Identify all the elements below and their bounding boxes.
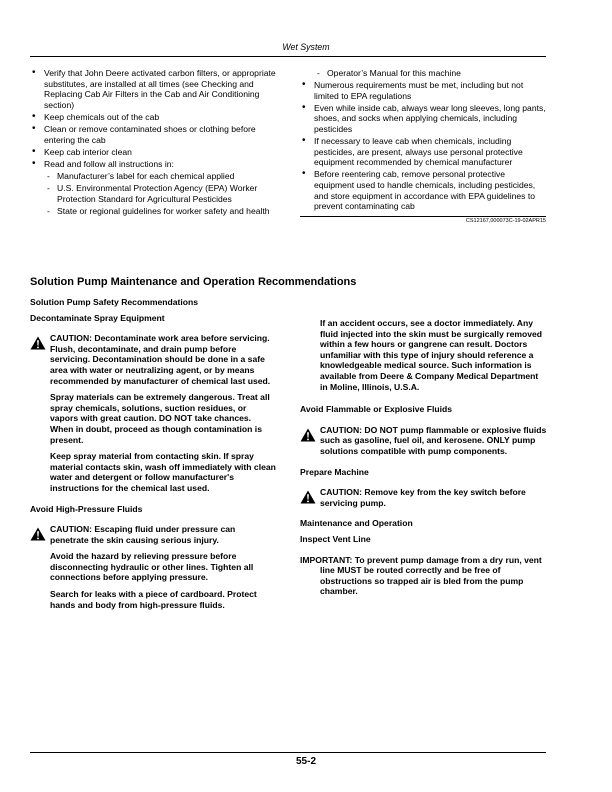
- footer-divider: [30, 752, 546, 753]
- top-right-column: [300, 68, 546, 225]
- list-item: • If necessary to leave cab when chemicals, including pesticides, are present, always use personal protective equipment recommended by chemical manufacturer: [300, 136, 546, 168]
- subsection-heading: Prepare Machine: [300, 466, 369, 477]
- caution-text: Keep spray material from contacting skin. If spray material contacts skin, wash off immediately with clean water and detergent or follow manufacturer's instructions for the chemical last used.: [50, 451, 276, 493]
- list-item: • Keep cab interior clean: [30, 147, 282, 158]
- subsection-heading: Avoid High-Pressure Fluids: [30, 503, 143, 514]
- warning-icon: [30, 336, 46, 350]
- warning-icon: [30, 527, 46, 541]
- list-item: • Keep chemicals out of the cab: [30, 112, 282, 123]
- list-item: • Numerous requirements must be met, including but not limited to EPA regulations: [300, 80, 546, 101]
- caution-block: [300, 425, 548, 457]
- top-left-column: [30, 68, 282, 218]
- dash-item: - U.S. Environmental Protection Agency (EPA) Worker Protection Standard for Agricultural Pesticides: [30, 183, 282, 204]
- page-number: 55-2: [295, 756, 316, 767]
- dash-item: - State or regional guidelines for worker safety and health: [30, 206, 282, 217]
- caution-block: [30, 524, 276, 610]
- caution-block: [300, 487, 548, 508]
- accident-paragraph: If an accident occurs, see a doctor immediately. Any fluid injected into the skin must be surgically removed within a few hours or gangrene can result. Doctors unfamiliar with this type of injury should reference a knowledgeable medical source. Such information is available from Deere & Company Medical Department in Moline, Illinois, U.S.A.: [320, 318, 543, 392]
- caution-text: CAUTION: DO NOT pump flammable or explosive fluids such as gasoline, fuel oil, and kerosene. ONLY pump solutions compatible with pump components.: [320, 424, 547, 456]
- list-item: • Before reentering cab, remove personal protective equipment used to handle chemicals, including pesticides, and store equipment in accordance with EPA guidelines to prevent contaminating cab: [300, 169, 546, 211]
- caution-text: CAUTION: Remove key from the key switch before servicing pump.: [320, 487, 526, 508]
- list-item: • Clean or remove contaminated shoes or clothing before entering the cab: [30, 124, 282, 145]
- caution-text: CAUTION: Decontaminate work area before servicing. Flush, decontaminate, and drain pump before servicing. Decontamination should be done in a safe area with water or neutralizing agent, or by means recommended by manufacturer of chemical last used.: [50, 333, 271, 386]
- caution-text: Search for leaks with a piece of cardboard. Protect hands and body from high-pressure fluids.: [50, 589, 257, 610]
- caution-text: CAUTION: Escaping fluid under pressure can penetrate the skin causing serious injury.: [50, 524, 236, 545]
- page-header-title: Wet System: [282, 42, 330, 52]
- list-item: [30, 159, 282, 170]
- lower-left-column: [30, 297, 276, 616]
- warning-icon: [300, 490, 316, 504]
- list-item-text: Read and follow all instructions in:: [44, 158, 174, 169]
- lower-right-column: [300, 318, 548, 597]
- subsection-heading: Inspect Vent Line: [300, 533, 371, 544]
- subsection-heading: Solution Pump Safety Recommendations: [30, 297, 199, 307]
- caution-text: Spray materials can be extremely dangerous. Treat all spray chemicals, solutions, suction residues, or vapors with great caution. DO NOT take chances. When in doubt, proceed as though contamination is present.: [50, 392, 270, 445]
- list-item: • Verify that John Deere activated carbon filters, or appropriate substitutes, are installed at all times (see Checking and Replacing Cab Air Filters in the Cab and Air Conditioning section): [30, 68, 282, 110]
- list-item: • Even while inside cab, always wear long sleeves, long pants, shoes, and socks when applying chemicals, including pesticides: [300, 103, 546, 135]
- subsection-heading: Decontaminate Spray Equipment: [30, 312, 165, 323]
- dash-item: - Operator’s Manual for this machine: [300, 68, 546, 79]
- important-note: IMPORTANT: To prevent pump damage from a dry run, vent line MUST be routed correctly and be free of obstructions so trapped air is bled from the pump chamber.: [300, 554, 542, 597]
- caution-text: Avoid the hazard by relieving pressure before disconnecting hydraulic or other lines. Tighten all connections before applying pressure.: [50, 551, 254, 583]
- header-divider: [30, 56, 546, 57]
- section-title: Solution Pump Maintenance and Operation Recommendations: [30, 276, 357, 288]
- subsection-heading: Avoid Flammable or Explosive Fluids: [300, 404, 453, 415]
- reference-code: CS12167,000073C-19-02APR15: [465, 217, 546, 224]
- warning-icon: [300, 428, 316, 442]
- dash-item: - Manufacturer’s label for each chemical applied: [30, 171, 282, 182]
- subsection-heading: Maintenance and Operation: [300, 518, 413, 529]
- caution-block: [30, 333, 276, 493]
